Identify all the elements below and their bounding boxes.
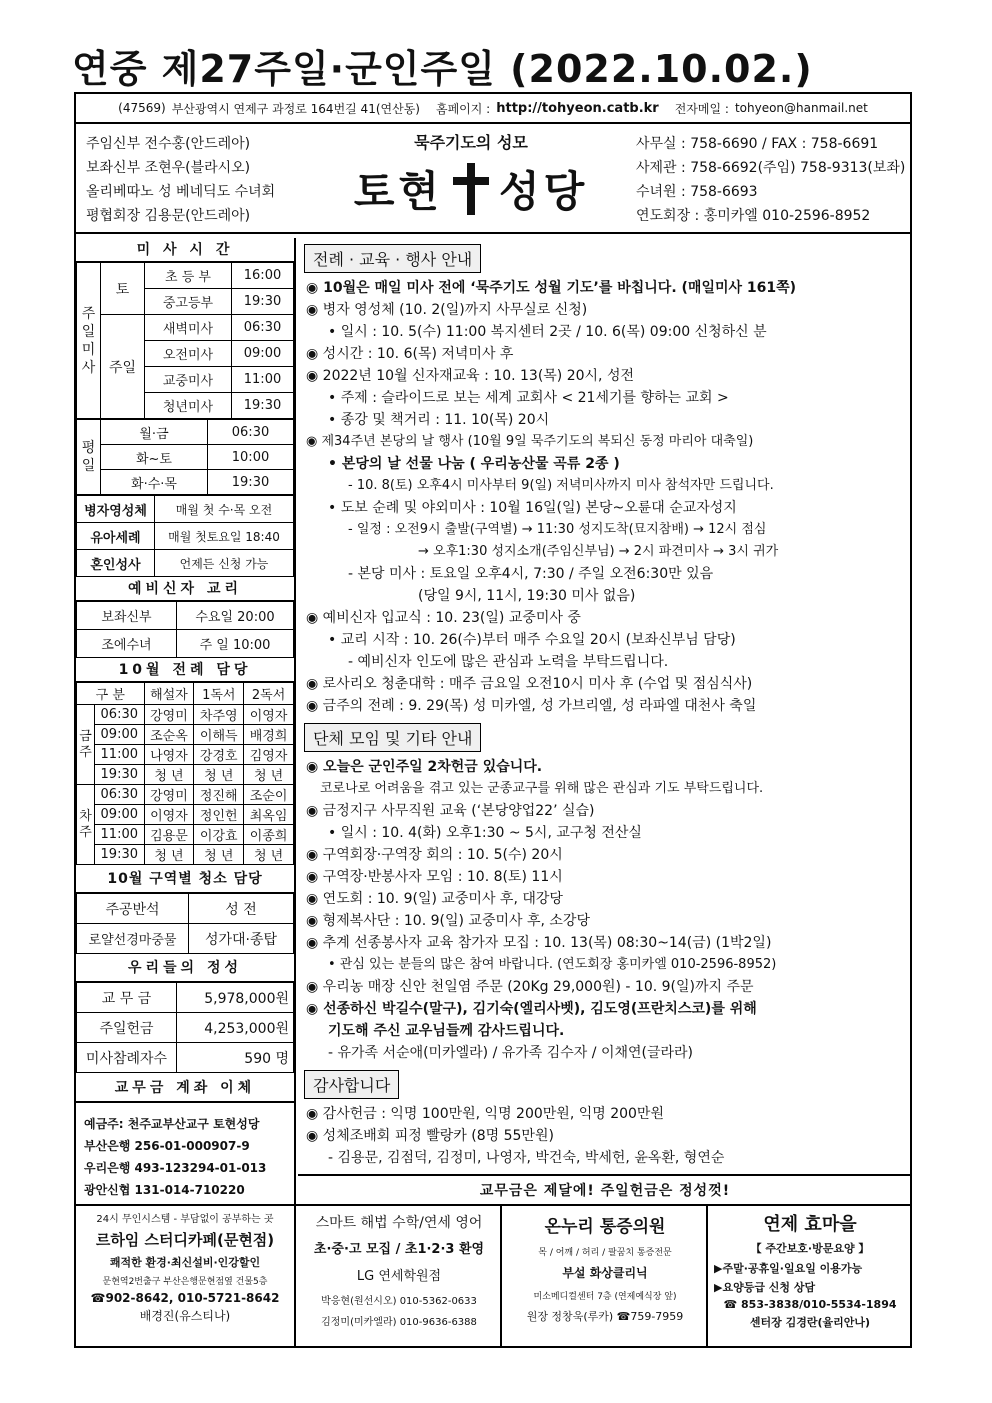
mass-name: 초 등 부 xyxy=(145,263,232,289)
ad-line: 부설 화상클리닉 xyxy=(562,1266,648,1280)
notice-line: ◉ 제34주년 본당의 날 행사 (10월 9일 묵주기도의 복되신 동정 마리아 대축일) xyxy=(306,434,754,449)
catechism-time: 주 일 10:00 xyxy=(177,630,294,658)
mass-time: 06:30 xyxy=(232,315,294,341)
notice-line: ◉ 감사헌금 : 익명 100만원, 익명 200만원, 익명 200만원 xyxy=(306,1106,664,1122)
mass-table xyxy=(76,262,294,419)
notice-line: • 교리 시작 : 10. 26(수)부터 매주 수요일 20시 (보좌신부님 담당) xyxy=(328,632,736,648)
notice-line: - 김용문, 김점덕, 김정미, 나영자, 박건숙, 박세헌, 윤옥환, 형연순 xyxy=(328,1150,725,1166)
notice-line: - 10. 8(토) 오후4시 미사부터 9(일) 저녁미사까지 미사 참석자만 드립니다. xyxy=(348,478,774,493)
section-heading-groups: 단체 모임 및 기타 안내 xyxy=(304,723,481,752)
liturgy-cell: 김영자 xyxy=(244,745,294,765)
liturgy-cell: 정인헌 xyxy=(194,805,244,825)
notice-line: - 예비신자 인도에 많은 관심과 노력을 부탁드립니다. xyxy=(348,654,669,670)
ad-line: 온누리 통증의원 xyxy=(544,1217,666,1237)
mass-name: 교중미사 xyxy=(145,367,232,393)
homepage-link[interactable]: http://tohyeon.catb.kr xyxy=(496,100,659,116)
catechism-teacher: 보좌신부 xyxy=(77,602,177,630)
ad-line: LG 연세학원점 xyxy=(356,1269,442,1284)
catechism-title: 예비신자 교리 xyxy=(76,577,294,601)
liturgy-cell: 09:00 xyxy=(95,805,145,825)
notice-line: ◉ 오늘은 군인주일 2차헌금 있습니다. xyxy=(306,759,543,775)
slogan-bar: 교무금은 제달에! 주일헌금은 정성껏! xyxy=(298,1174,912,1204)
notice-line: (당일 9시, 11시, 19:30 미사 없음) xyxy=(418,588,636,604)
ad-studycafe xyxy=(76,1206,296,1346)
sacrament-info: 매월 첫 수·목 오전 xyxy=(155,496,294,523)
email-label: 전자메일 : xyxy=(674,101,729,116)
notice-line: → 오후1:30 성지소개(주임신부님) → 2시 파견미사 → 3시 귀가 xyxy=(418,544,779,559)
notice-line: ◉ 예비신자 입교식 : 10. 23(일) 교중미사 중 xyxy=(306,610,581,626)
mass-time: 19:30 xyxy=(232,289,294,315)
next-week-label: 차주 xyxy=(77,785,95,865)
notice-line: - 본당 미사 : 토요일 오후4시, 7:30 / 주일 오전6:30만 있음 xyxy=(348,566,714,582)
weekday-name: 화~토 xyxy=(101,445,208,470)
liturgy-cell: 이해득 xyxy=(194,725,244,745)
ad-line: 박응현(원선시오) 010-5362-0633 xyxy=(321,1296,477,1307)
notice-line: ◉ 2022년 10월 신자재교육 : 10. 13(목) 20시, 성전 xyxy=(306,368,635,384)
liturgy-cell: 청 년 xyxy=(244,845,294,865)
liturgy-cell: 강경호 xyxy=(194,745,244,765)
ad-line: ☎ 853-3838/010-5534-1894 xyxy=(723,1298,897,1311)
staff-line: 보좌신부 조현우(블라시오) xyxy=(86,160,251,176)
ad-line: ▶요양등급 신청 상담 xyxy=(714,1281,816,1294)
liturgy-cell: 배경희 xyxy=(244,725,294,745)
catechism-teacher: 조에수녀 xyxy=(77,630,177,658)
ad-line: 배경진(유스티나) xyxy=(139,1309,231,1323)
mass-time: 09:00 xyxy=(232,341,294,367)
bulletin-title: 연중 제27주일·군인주일 (2022.10.02.) xyxy=(72,47,813,91)
liturgy-cell: 06:30 xyxy=(95,705,145,725)
homepage-label: 홈페이지 : xyxy=(435,101,491,116)
offering-table xyxy=(76,982,294,1073)
mass-name: 오전미사 xyxy=(145,341,232,367)
bank-title: 교무금 계좌 이체 xyxy=(76,1073,294,1103)
logo-name xyxy=(321,159,621,219)
cleaning-title: 10월 구역별 청소 담당 xyxy=(76,865,294,893)
notice-line: • 일시 : 10. 4(화) 오후1:30 ~ 5시, 교구청 전산실 xyxy=(328,825,642,841)
notice-line: 기도해 주신 교우님들께 감사드립니다. xyxy=(328,1023,565,1039)
ad-academy xyxy=(298,1206,502,1346)
ad-care xyxy=(710,1206,910,1346)
cross-icon xyxy=(447,161,495,217)
notice-line: ◉ 형제복사단 : 10. 9(일) 교중미사 후, 소강당 xyxy=(306,913,590,929)
liturgy-header: 구 분 xyxy=(77,683,145,705)
sacrament-info: 매월 첫토요일 18:40 xyxy=(155,523,294,550)
ad-line: 문현역2번출구 부산은행문현점옆 건물5층 xyxy=(102,1277,268,1287)
liturgy-cell: 정진해 xyxy=(194,785,244,805)
cleaning-place: 성 전 xyxy=(189,894,294,924)
notice-line: 코로나로 어려움을 겪고 있는 군종교구를 위해 많은 관심과 기도 부탁드립니다. xyxy=(320,781,764,796)
notice-line: ◉ 10월은 매일 미사 전에 ‘묵주기도 성월 기도’를 바칩니다. (매일미사 161쪽) xyxy=(306,280,797,296)
church-logo xyxy=(321,126,621,230)
weekday-time: 06:30 xyxy=(208,420,294,445)
liturgy-cell: 조순옥 xyxy=(144,725,194,745)
bank-line: 우리은행 493-123294-01-013 xyxy=(84,1161,267,1175)
liturgy-cell: 강영미 xyxy=(144,785,194,805)
postal-code: (47569) xyxy=(118,101,166,115)
liturgy-header: 1독서 xyxy=(194,683,244,705)
saturday-label: 토 xyxy=(101,263,145,315)
sunday-label: 주일 xyxy=(101,315,145,419)
liturgy-cell: 나영자 xyxy=(144,745,194,765)
notice-line: • 도보 순례 및 야외미사 : 10월 16일(일) 본당~오륜대 순교자성지 xyxy=(328,500,737,516)
liturgy-cell: 청 년 xyxy=(244,765,294,785)
ad-line: 초·중·고 모집 / 초1·2·3 환영 xyxy=(313,1242,485,1257)
notice-line: ◉ 성시간 : 10. 6(목) 저녁미사 후 xyxy=(306,346,514,362)
liturgy-cell: 청 년 xyxy=(144,765,194,785)
liturgy-cell: 19:30 xyxy=(95,845,145,865)
weekday-name: 화·수·목 xyxy=(101,470,208,495)
left-column xyxy=(76,238,296,1204)
liturgy-cell: 최옥임 xyxy=(244,805,294,825)
logo-motto: 묵주기도의 성모 xyxy=(414,133,528,152)
offering-title: 우리들의 정성 xyxy=(76,954,294,982)
notice-line: ◉ 병자 영성체 (10. 2(일)까지 사무실로 신청) xyxy=(306,302,588,318)
staff-line: 주임신부 전수홍(안드레아) xyxy=(86,136,251,152)
bank-line: 광안신협 131-014-710220 xyxy=(84,1183,245,1197)
bulletin-frame xyxy=(74,92,912,1348)
notice-line: • 주제 : 슬라이드로 보는 세계 교회사 < 21세기를 향하는 교회 > xyxy=(328,390,729,406)
ad-line: 센터장 김경란(율리안나) xyxy=(749,1316,871,1329)
notice-line: - 유가족 서순애(미카엘라) / 유가족 김수자 / 이채연(글라라) xyxy=(328,1045,694,1061)
liturgy-cell: 차주영 xyxy=(194,705,244,725)
catechism-table xyxy=(76,601,294,658)
contact-line: 연도회장 : 홍미카엘 010-2596-8952 xyxy=(636,208,871,224)
liturgy-cell: 이강효 xyxy=(194,825,244,845)
liturgy-table xyxy=(76,682,294,865)
logo-name-left: 토현 xyxy=(353,167,443,216)
sacrament-table xyxy=(76,495,294,577)
offering-amount: 4,253,000원 xyxy=(177,1013,294,1043)
catechism-time: 수요일 20:00 xyxy=(177,602,294,630)
ad-line: 쾌적한 환경·최신설비·인강할인 xyxy=(109,1256,261,1269)
cleaning-place: 성가대·종탑 xyxy=(189,924,294,954)
bank-line: 부산은행 256-01-000907-9 xyxy=(84,1139,250,1153)
address-bar xyxy=(76,94,910,124)
offering-name: 주일헌금 xyxy=(77,1013,177,1043)
notice-line: ◉ 로사리오 청춘대학 : 매주 금요일 오전10시 미사 후 (수업 및 점심식사) xyxy=(306,676,753,692)
offering-name: 미사참례자수 xyxy=(77,1043,177,1073)
ad-line: 연제 효마을 xyxy=(763,1214,857,1235)
staff-line: 올리베따노 성 베네딕도 수녀회 xyxy=(86,184,276,200)
weekday-time: 10:00 xyxy=(208,445,294,470)
liturgy-cell: 06:30 xyxy=(95,785,145,805)
weekday-time: 19:30 xyxy=(208,470,294,495)
notice-line: ◉ 구역장·반봉사자 모임 : 10. 8(토) 11시 xyxy=(306,869,563,885)
bank-line: 예금주: 천주교부산교구 토현성당 xyxy=(84,1117,260,1131)
section-heading-liturgy: 전례 · 교육 · 행사 안내 xyxy=(304,244,481,273)
email-link[interactable]: tohyeon@hanmail.net xyxy=(734,101,868,115)
church-header xyxy=(76,124,910,234)
mass-name: 새벽미사 xyxy=(145,315,232,341)
contact-line: 수녀원 : 758-6693 xyxy=(636,184,758,200)
liturgy-header: 2독서 xyxy=(244,683,294,705)
notice-line: ◉ 선종하신 박길수(말구), 김기숙(엘리사벳), 김도영(프란치스코)를 위해 xyxy=(306,1001,757,1017)
offering-name: 교 무 금 xyxy=(77,983,177,1013)
notice-line: ◉ 금정지구 사무직원 교육 (‘본당양업22’ 실습) xyxy=(306,803,595,819)
ad-clinic xyxy=(504,1206,708,1346)
mass-name: 중고등부 xyxy=(145,289,232,315)
logo-name-right: 성당 xyxy=(499,167,589,216)
ad-line: ▶주말·공휴일·일요일 이용가능 xyxy=(714,1262,863,1275)
sacrament-name: 병자영성체 xyxy=(77,496,155,523)
contact-line: 사제관 : 758-6692(주임) 758-9313(보좌) xyxy=(636,160,906,176)
notice-line: - 일정 : 오전9시 출발(구역별) → 11:30 성지도착(묘지참배) → 12시 점심 xyxy=(348,522,767,537)
bank-info xyxy=(76,1103,294,1201)
contact-line: 사무실 : 758-6690 / FAX : 758-6691 xyxy=(636,136,879,152)
sunday-mass-label: 주일미사 xyxy=(77,263,101,419)
mass-title: 미 사 시 간 xyxy=(76,238,294,262)
liturgy-cell: 이종희 xyxy=(244,825,294,845)
liturgy-cell: 청 년 xyxy=(144,845,194,865)
street-address: 부산광역시 연제구 과정로 164번길 41(연산동) xyxy=(171,101,420,116)
liturgy-cell: 이영자 xyxy=(244,705,294,725)
liturgy-cell: 강영미 xyxy=(144,705,194,725)
ad-line: 미소메디컬센터 7층 (연제예식장 앞) xyxy=(533,1292,677,1302)
notice-line: ◉ 성체조배회 피정 빨랑카 (8명 55만원) xyxy=(306,1128,554,1144)
section-heading-thanks: 감사합니다 xyxy=(304,1070,399,1099)
ad-line: 【 주간보호·방문요양 】 xyxy=(750,1242,870,1255)
notice-line: ◉ 금주의 전례 : 9. 29(목) 성 미카엘, 성 가브리엘, 성 라파엘 대천사 축일 xyxy=(306,698,757,714)
liturgy-cell: 청 년 xyxy=(194,845,244,865)
liturgy-cell: 09:00 xyxy=(95,725,145,745)
liturgy-header: 해설자 xyxy=(144,683,194,705)
ad-line: ☎902-8642, 010-5721-8642 xyxy=(90,1291,280,1305)
ad-line: 김정미(미카엘라) 010-9636-6388 xyxy=(321,1317,477,1328)
weekday-name: 월·금 xyxy=(101,420,208,445)
mass-name: 청년미사 xyxy=(145,393,232,419)
offering-amount: 5,978,000원 xyxy=(177,983,294,1013)
liturgy-cell: 19:30 xyxy=(95,765,145,785)
offering-amount: 590 명 xyxy=(177,1043,294,1073)
notice-line: ◉ 구역회장·구역장 회의 : 10. 5(수) 20시 xyxy=(306,847,563,863)
notice-line: • 본당의 날 선물 나눔 ( 우리농산물 곡류 2종 ) xyxy=(328,456,620,472)
notice-line: • 일시 : 10. 5(수) 11:00 복지센터 2곳 / 10. 6(목) 09:00 신청하신 분 xyxy=(328,324,767,340)
sacrament-name: 유아세례 xyxy=(77,523,155,550)
this-week-label: 금주 xyxy=(77,705,95,785)
liturgy-cell: 11:00 xyxy=(95,825,145,845)
sacrament-name: 혼인성사 xyxy=(77,550,155,577)
ad-line: 목 / 어깨 / 허리 / 팔꿈치 통증전문 xyxy=(538,1248,672,1258)
contact-list xyxy=(636,132,905,228)
mass-time: 16:00 xyxy=(232,263,294,289)
liturgy-title: 10월 전례 담당 xyxy=(76,658,294,682)
cleaning-table xyxy=(76,893,294,954)
mass-time: 19:30 xyxy=(232,393,294,419)
notice-line: • 관심 있는 분들의 많은 참여 바랍니다. (연도회장 홍미카엘 010-2596-8952) xyxy=(328,957,777,972)
mass-time: 11:00 xyxy=(232,367,294,393)
notice-line: ◉ 연도회 : 10. 9(일) 교중미사 후, 대강당 xyxy=(306,891,563,907)
liturgy-cell: 김용문 xyxy=(144,825,194,845)
ad-line: 르하임 스터디카페(문현점) xyxy=(95,1231,275,1249)
notice-line: • 종강 및 책거리 : 11. 10(목) 20시 xyxy=(328,412,550,428)
weekday-label: 평일 xyxy=(77,420,101,495)
ad-line: 스마트 해법 수학/연세 영어 xyxy=(315,1215,483,1231)
ad-line: 24시 무인시스템 - 부담없이 공부하는 곳 xyxy=(96,1214,274,1225)
weekday-mass-table xyxy=(76,419,294,495)
notice-line: ◉ 추계 선종봉사자 교육 참가자 모집 : 10. 13(목) 08:30~14(금) (1박2일) xyxy=(306,935,772,951)
liturgy-cell: 이영자 xyxy=(144,805,194,825)
notice-line: ◉ 우리농 매장 신안 천일염 주문 (20Kg 29,000원) - 10. 9(일)까지 주문 xyxy=(306,979,754,995)
staff-line: 평협회장 김용문(안드레아) xyxy=(86,208,251,224)
cleaning-area: 주공반석 xyxy=(77,894,189,924)
sacrament-info: 언제든 신청 가능 xyxy=(155,550,294,577)
liturgy-cell: 조순이 xyxy=(244,785,294,805)
ad-line: 원장 정창욱(루카) ☎759-7959 xyxy=(526,1310,684,1323)
liturgy-cell: 11:00 xyxy=(95,745,145,765)
right-column xyxy=(298,238,912,1174)
cleaning-area: 로얄선경마중물 xyxy=(77,924,189,954)
ads-row xyxy=(76,1204,910,1346)
liturgy-cell: 청 년 xyxy=(194,765,244,785)
staff-list xyxy=(86,132,275,228)
